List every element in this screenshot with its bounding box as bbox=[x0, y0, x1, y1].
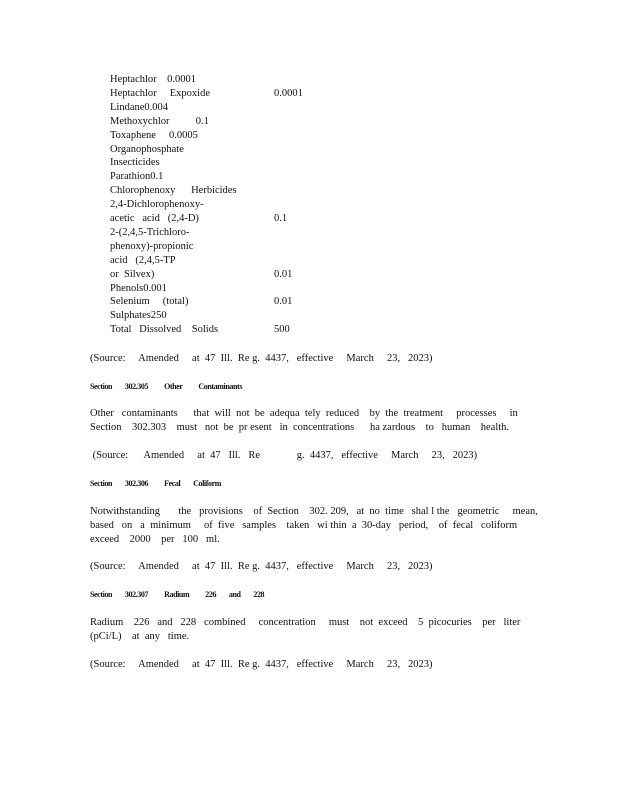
table-row-name: acid (2,4,5-TP bbox=[110, 254, 176, 266]
table-row-name: 2,4-Dichlorophenoxy- bbox=[110, 199, 204, 211]
table-row-name: Methoxychlor 0.1 bbox=[110, 115, 209, 127]
table-row-name: or Silvex) bbox=[110, 268, 155, 280]
table-row-name: Heptachlor Expoxide bbox=[110, 87, 211, 99]
table-row-name: Insecticides bbox=[110, 157, 160, 169]
table-row-value: 0.01 bbox=[274, 268, 293, 280]
source-note: (Source: Amended at 47 Ill. Re g. 4437, effective March 23, 2023) bbox=[90, 353, 433, 364]
table-row-value: 0.01 bbox=[274, 296, 293, 308]
section-body-line: Notwithstanding the provisions of Section 302. 209, at no time shal l the geometric mean, bbox=[90, 506, 538, 517]
section-body-line: Radium 226 and 228 combined concentration must not exceed 5 picocuries per liter bbox=[90, 617, 521, 628]
table-row-name: Lindane0.004 bbox=[110, 101, 169, 113]
section-body-line: exceed 2000 per 100 ml. bbox=[90, 534, 220, 545]
source-note: (Source: Amended at 47 Ill. Re g. 4437, effective March 23, 2023) bbox=[90, 659, 433, 670]
table-row-name: Heptachlor 0.0001 bbox=[110, 74, 197, 85]
table-row-value: 0.0001 bbox=[274, 87, 303, 99]
section-body-line: based on a minimum of five samples taken wi thin a 30-day period, of fecal coliform bbox=[90, 520, 518, 531]
table-row-value: 500 bbox=[274, 324, 290, 336]
section-body-line: (pCi/L) at any time. bbox=[90, 631, 190, 642]
table-row-name: phenoxy)-propionic bbox=[110, 240, 194, 252]
source-note: (Source: Amended at 47 Ill. Re g. 4437, effective March 23, 2023) bbox=[90, 450, 478, 461]
section-heading-302-306: Section 302.306 Fecal Coliform bbox=[90, 479, 221, 488]
section-heading-302-305: Section 302.305 Other Contaminants bbox=[90, 382, 243, 391]
table-row-name: acetic acid (2,4-D) bbox=[110, 213, 199, 224]
section-body-line: Section 302.303 must not be pr esent in concentrations ha zardous to human health. bbox=[90, 422, 510, 433]
source-note: (Source: Amended at 47 Ill. Re g. 4437, effective March 23, 2023) bbox=[90, 561, 433, 572]
table-row-name: Selenium (total) bbox=[110, 296, 189, 308]
table-row-name: 2-(2,4,5-Trichloro- bbox=[110, 226, 190, 238]
table-row-name: Toxaphene 0.0005 bbox=[110, 129, 198, 141]
table-row-name: Phenols0.001 bbox=[110, 282, 167, 294]
table-row-name: Sulphates250 bbox=[110, 310, 167, 322]
section-body-line: Other contaminants that will not be adequa tely reduced by the treatment processes in bbox=[90, 408, 518, 419]
table-row-name: Parathion0.1 bbox=[110, 171, 164, 183]
table-row-name: Chlorophenoxy Herbicides bbox=[110, 185, 237, 197]
section-heading-302-307: Section 302.307 Radium 226 and 228 bbox=[90, 590, 265, 599]
table-row-name: Organophosphate bbox=[110, 143, 184, 155]
table-row-value: 0.1 bbox=[274, 213, 288, 224]
table-row-name: Total Dissolved Solids bbox=[110, 324, 219, 336]
